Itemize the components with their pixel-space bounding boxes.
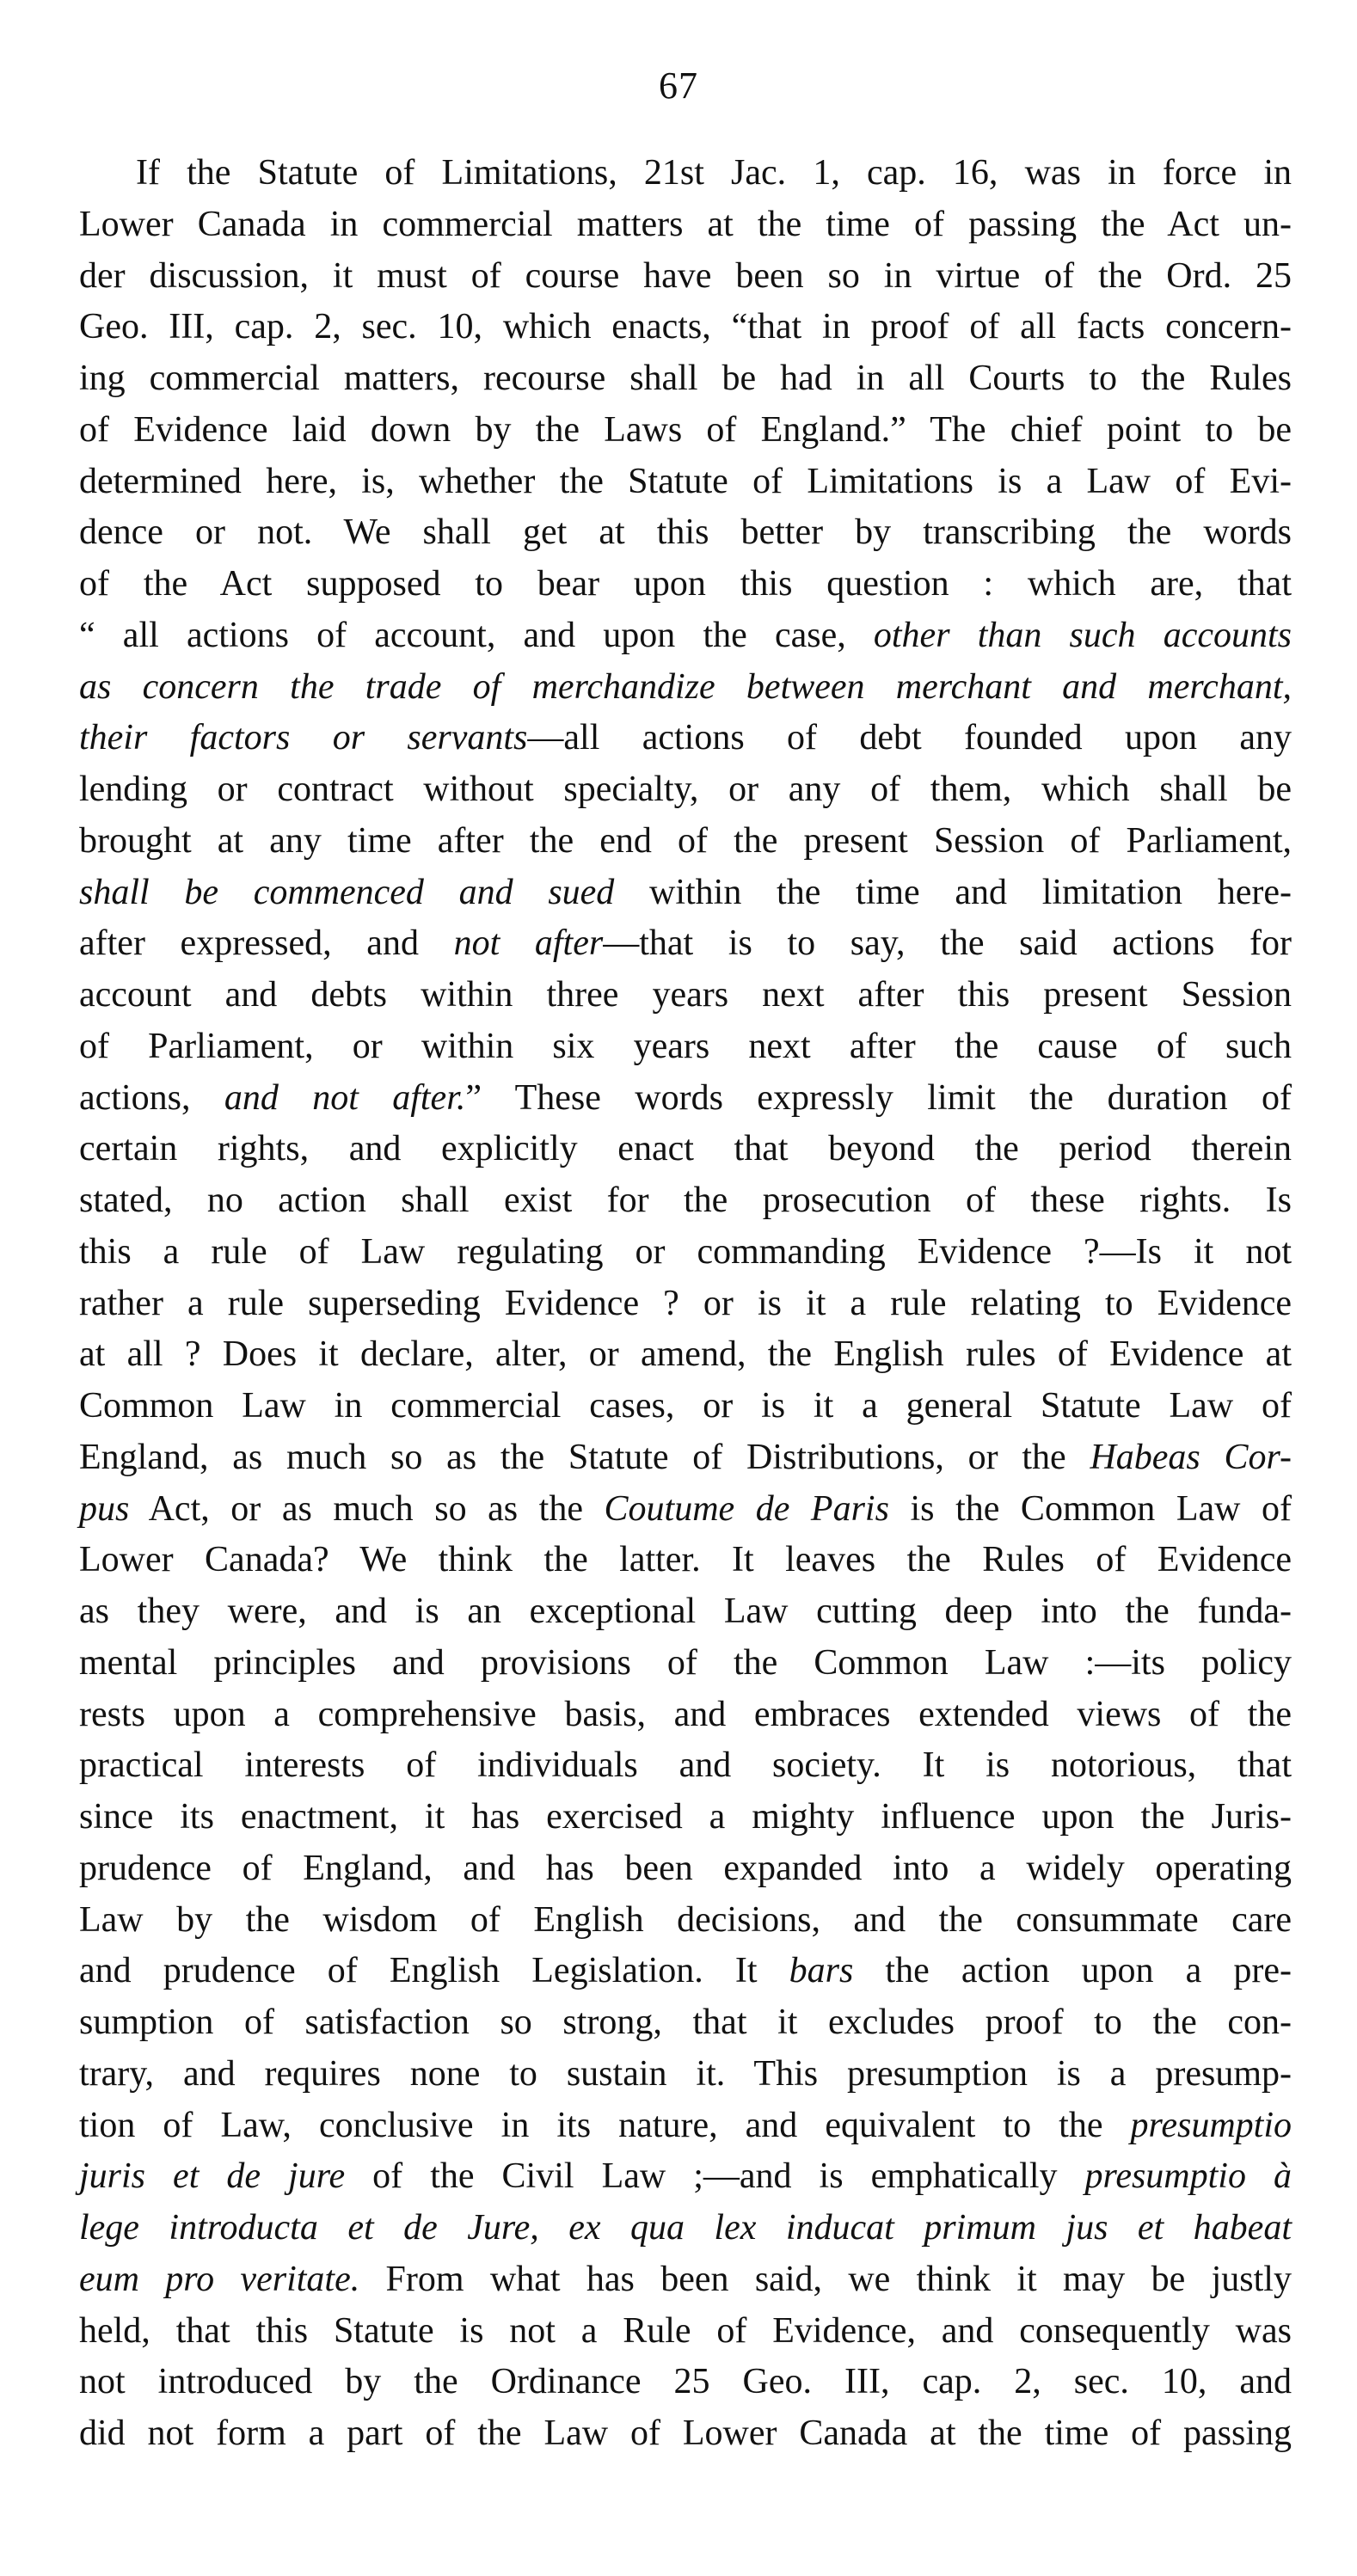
text-line bbox=[79, 507, 1292, 559]
text-segment: rests upon a comprehensive basis, and embraces extended views of the bbox=[79, 1694, 1292, 1734]
text-segment: ing commercial matters, recourse shall be had in all Courts to the Rules bbox=[79, 359, 1292, 398]
text-segment: since its enactment, it has exercised a mighty influence upon the Juris- bbox=[79, 1797, 1292, 1837]
italic-text: bars bbox=[789, 1951, 854, 1991]
text-segment: tion of Law, conclusive in its nature, and equivalent to the bbox=[79, 2105, 1131, 2145]
text-segment: mental principles and provisions of the Common Law :—its policy bbox=[79, 1642, 1292, 1683]
text-line bbox=[79, 970, 1292, 1021]
text-line bbox=[79, 1586, 1292, 1638]
text-segment: account and debts within three years next after this present Session bbox=[79, 975, 1292, 1015]
text-segment: actions, bbox=[79, 1077, 224, 1118]
text-line bbox=[79, 2408, 1292, 2460]
text-segment: of the Civil Law ;—and is emphatically bbox=[345, 2156, 1085, 2197]
text-line bbox=[79, 918, 1292, 970]
text-line bbox=[79, 1432, 1292, 1484]
text-segment: Lower Canada? We think the latter. It leaves the Rules of Evidence bbox=[79, 1540, 1292, 1580]
text-line bbox=[79, 1484, 1292, 1536]
text-segment: within the time and limitation here- bbox=[614, 872, 1292, 912]
text-segment: Common Law in commercial cases, or is it a general Statute Law of bbox=[79, 1386, 1292, 1426]
text-segment: did not form a part of the Law of Lower Canada at the time of passing bbox=[79, 2413, 1292, 2453]
text-segment: der discussion, it must of course have been so in virtue of the Ord. 25 bbox=[79, 255, 1292, 296]
text-segment: determined here, is, whether the Statute of Limitations is a Law of Evi- bbox=[79, 461, 1292, 501]
text-segment: dence or not. We shall get at this better by transcribing the words bbox=[79, 512, 1292, 553]
text-line bbox=[79, 1279, 1292, 1330]
text-line bbox=[79, 2151, 1292, 2203]
italic-text: eum pro veritate. bbox=[79, 2259, 360, 2299]
text-line bbox=[79, 1021, 1292, 1073]
text-segment: stated, no action shall exist for the prosecution of these rights. Is bbox=[79, 1181, 1292, 1220]
text-line bbox=[79, 457, 1292, 508]
text-line bbox=[79, 2101, 1292, 2152]
text-segment: trary, and requires none to sustain it. This presumption is a presump- bbox=[79, 2053, 1292, 2094]
text-line bbox=[79, 2306, 1292, 2358]
italic-text: Coutume de Paris bbox=[604, 1488, 889, 1529]
text-line bbox=[79, 2254, 1292, 2306]
italic-text: other than such accounts bbox=[873, 615, 1292, 655]
text-line bbox=[79, 662, 1292, 714]
text-segment: the action upon a pre- bbox=[853, 1951, 1293, 1991]
text-segment: Geo. III, cap. 2, sec. 10, which enacts, “that in proof of all facts concern- bbox=[79, 307, 1292, 347]
text-segment: —that is to say, the said actions for bbox=[603, 923, 1292, 964]
text-line bbox=[79, 764, 1292, 816]
text-segment: practical interests of individuals and society. It is notorious, that bbox=[79, 1745, 1292, 1786]
text-line bbox=[79, 1329, 1292, 1381]
text-line bbox=[79, 1740, 1292, 1792]
text-line bbox=[79, 1997, 1292, 2049]
italic-text: juris et de jure bbox=[79, 2156, 346, 2197]
italic-text: Habeas Cor- bbox=[1090, 1437, 1293, 1477]
italic-text: lege introducta et de Jure, ex qua lex inducat primum jus et habeat bbox=[79, 2208, 1292, 2248]
text-line bbox=[79, 1381, 1292, 1432]
italic-text: presumptio à bbox=[1084, 2156, 1292, 2197]
text-line bbox=[79, 816, 1292, 868]
body-paragraph bbox=[79, 148, 1292, 2460]
text-line bbox=[79, 1073, 1292, 1125]
text-segment: as they were, and is an exceptional Law cutting deep into the funda- bbox=[79, 1592, 1292, 1631]
text-line bbox=[79, 868, 1292, 919]
text-segment: Lower Canada in commercial matters at the time of passing the Act un- bbox=[79, 204, 1292, 244]
text-segment: If the Statute of Limitations, 21st Jac. 1, cap. 16, was in force in bbox=[136, 153, 1292, 193]
text-line bbox=[79, 1227, 1292, 1279]
text-line bbox=[79, 2203, 1292, 2254]
italic-text: pus bbox=[79, 1488, 130, 1529]
text-line bbox=[79, 1792, 1292, 1843]
text-line bbox=[79, 2357, 1292, 2408]
text-segment: “ all actions of account, and upon the case, bbox=[79, 615, 874, 655]
text-line bbox=[79, 251, 1292, 303]
text-segment: lending or contract without specialty, or any of them, which shall be bbox=[79, 770, 1292, 809]
text-line bbox=[79, 1843, 1292, 1895]
text-segment: sumption of satisfaction so strong, that it excludes proof to the con- bbox=[79, 2003, 1292, 2042]
text-line bbox=[79, 302, 1292, 353]
text-line bbox=[79, 1124, 1292, 1175]
text-line bbox=[79, 610, 1292, 662]
text-segment: rather a rule superseding Evidence ? or is it a rule relating to Evidence bbox=[79, 1283, 1292, 1323]
text-line bbox=[79, 353, 1292, 405]
text-segment: —all actions of debt founded upon any bbox=[527, 718, 1293, 758]
text-segment: certain rights, and explicitly enact that beyond the period therein bbox=[79, 1129, 1292, 1169]
text-segment: Act, or as much so as the bbox=[129, 1488, 605, 1529]
text-line bbox=[79, 199, 1292, 251]
text-segment: brought at any time after the end of the present Session of Parliament, bbox=[79, 820, 1292, 861]
italic-text: and not after. bbox=[224, 1077, 466, 1118]
text-segment: this a rule of Law regulating or commanding Evidence ?—Is it not bbox=[79, 1231, 1292, 1272]
text-line bbox=[79, 405, 1292, 457]
text-line bbox=[79, 1535, 1292, 1586]
text-line bbox=[79, 713, 1292, 764]
italic-text: not after bbox=[453, 923, 604, 964]
text-segment: England, as much so as the Statute of Distributions, or the bbox=[79, 1437, 1090, 1477]
text-segment: From what has been said, we think it may be justly bbox=[359, 2259, 1292, 2299]
italic-text: presumptio bbox=[1130, 2105, 1292, 2145]
text-line bbox=[79, 1895, 1292, 1947]
italic-text: shall be commenced and sued bbox=[79, 872, 615, 912]
page-number: 67 bbox=[659, 64, 698, 107]
italic-text: as concern the trade of merchandize between merchant and merchant, bbox=[79, 666, 1292, 707]
text-line bbox=[79, 2049, 1292, 2101]
text-segment: at all ? Does it declare, alter, or amend, the English rules of Evidence at bbox=[79, 1334, 1292, 1375]
text-line bbox=[79, 148, 1292, 199]
text-segment: of Evidence laid down by the Laws of England.” The chief point to be bbox=[79, 409, 1292, 450]
text-line bbox=[79, 559, 1292, 610]
text-line bbox=[79, 1946, 1292, 1997]
text-segment: prudence of England, and has been expanded into a widely operating bbox=[79, 1848, 1292, 1888]
text-segment: of the Act supposed to bear upon this question : which are, that bbox=[79, 564, 1292, 604]
italic-text: their factors or servants bbox=[79, 718, 528, 758]
text-line bbox=[79, 1175, 1292, 1227]
text-segment: and prudence of English Legislation. It bbox=[79, 1951, 789, 1991]
text-line bbox=[79, 1690, 1292, 1741]
text-segment: Law by the wisdom of English decisions, and the consummate care bbox=[79, 1899, 1292, 1940]
text-segment: of Parliament, or within six years next after the cause of such bbox=[79, 1026, 1292, 1066]
text-segment: ” These words expressly limit the duration of bbox=[465, 1077, 1292, 1118]
text-segment: is the Common Law of bbox=[888, 1488, 1293, 1529]
text-line bbox=[79, 1638, 1292, 1690]
text-segment: not introduced by the Ordinance 25 Geo. III, cap. 2, sec. 10, and bbox=[79, 2362, 1292, 2402]
text-segment: after expressed, and bbox=[79, 923, 454, 964]
text-segment: held, that this Statute is not a Rule of Evidence, and consequently was bbox=[79, 2310, 1292, 2351]
